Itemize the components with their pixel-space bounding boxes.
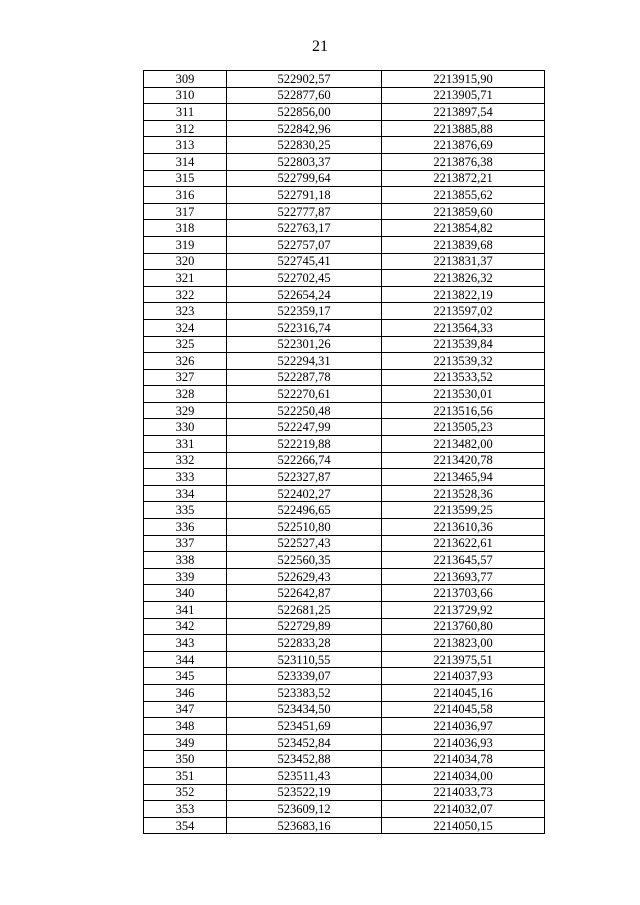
table-row (144, 701, 545, 718)
x-coordinate-cell: 522496,65 (227, 502, 382, 519)
x-coordinate-cell: 522877,60 (227, 87, 382, 104)
y-coordinate-cell: 2213516,56 (382, 402, 545, 419)
table-row (144, 585, 545, 602)
point-number-cell: 324 (144, 319, 227, 336)
point-number-cell: 316 (144, 187, 227, 204)
x-coordinate-cell: 522359,17 (227, 303, 382, 320)
y-coordinate-cell: 2213826,32 (382, 270, 545, 287)
point-number-cell: 325 (144, 336, 227, 353)
y-coordinate-cell: 2213915,90 (382, 71, 545, 88)
y-coordinate-cell: 2213539,84 (382, 336, 545, 353)
table-row (144, 436, 545, 453)
point-number-cell: 328 (144, 386, 227, 403)
x-coordinate-cell: 522301,26 (227, 336, 382, 353)
x-coordinate-cell: 522654,24 (227, 286, 382, 303)
y-coordinate-cell: 2213599,25 (382, 502, 545, 519)
y-coordinate-cell: 2213872,21 (382, 170, 545, 187)
point-number-cell: 346 (144, 684, 227, 701)
table-row (144, 784, 545, 801)
point-number-cell: 347 (144, 701, 227, 718)
point-number-cell: 348 (144, 718, 227, 735)
x-coordinate-cell: 522763,17 (227, 220, 382, 237)
point-number-cell: 311 (144, 104, 227, 121)
x-coordinate-cell: 523110,55 (227, 651, 382, 668)
y-coordinate-cell: 2213530,01 (382, 386, 545, 403)
x-coordinate-cell: 522757,07 (227, 236, 382, 253)
x-coordinate-cell: 523339,07 (227, 668, 382, 685)
point-number-cell: 351 (144, 767, 227, 784)
table-row (144, 153, 545, 170)
point-number-cell: 350 (144, 751, 227, 768)
table-row (144, 568, 545, 585)
x-coordinate-cell: 522799,64 (227, 170, 382, 187)
x-coordinate-cell: 522316,74 (227, 319, 382, 336)
point-number-cell: 334 (144, 485, 227, 502)
point-number-cell: 352 (144, 784, 227, 801)
table-row (144, 87, 545, 104)
point-number-cell: 338 (144, 552, 227, 569)
y-coordinate-cell: 2213528,36 (382, 485, 545, 502)
coordinates-table (143, 70, 545, 834)
table-row (144, 519, 545, 536)
table-row (144, 319, 545, 336)
table-row (144, 469, 545, 486)
table-row (144, 353, 545, 370)
y-coordinate-cell: 2213703,66 (382, 585, 545, 602)
point-number-cell: 333 (144, 469, 227, 486)
point-number-cell: 321 (144, 270, 227, 287)
point-number-cell: 336 (144, 519, 227, 536)
x-coordinate-cell: 523452,84 (227, 734, 382, 751)
point-number-cell: 335 (144, 502, 227, 519)
table-row (144, 402, 545, 419)
y-coordinate-cell: 2213839,68 (382, 236, 545, 253)
y-coordinate-cell: 2213482,00 (382, 436, 545, 453)
point-number-cell: 319 (144, 236, 227, 253)
table-row (144, 369, 545, 386)
x-coordinate-cell: 522745,41 (227, 253, 382, 270)
table-row (144, 535, 545, 552)
point-number-cell: 317 (144, 203, 227, 220)
point-number-cell: 330 (144, 419, 227, 436)
point-number-cell: 313 (144, 137, 227, 154)
point-number-cell: 310 (144, 87, 227, 104)
x-coordinate-cell: 522247,99 (227, 419, 382, 436)
table-row (144, 751, 545, 768)
point-number-cell: 309 (144, 71, 227, 88)
y-coordinate-cell: 2213822,19 (382, 286, 545, 303)
y-coordinate-cell: 2214034,00 (382, 767, 545, 784)
x-coordinate-cell: 522777,87 (227, 203, 382, 220)
point-number-cell: 322 (144, 286, 227, 303)
point-number-cell: 314 (144, 153, 227, 170)
table-row (144, 253, 545, 270)
x-coordinate-cell: 522830,25 (227, 137, 382, 154)
point-number-cell: 312 (144, 120, 227, 137)
table-row (144, 71, 545, 88)
table-row (144, 602, 545, 619)
y-coordinate-cell: 2214045,58 (382, 701, 545, 718)
table-row (144, 286, 545, 303)
y-coordinate-cell: 2213876,69 (382, 137, 545, 154)
y-coordinate-cell: 2213854,82 (382, 220, 545, 237)
y-coordinate-cell: 2213693,77 (382, 568, 545, 585)
y-coordinate-cell: 2213539,32 (382, 353, 545, 370)
table-row (144, 270, 545, 287)
point-number-cell: 329 (144, 402, 227, 419)
y-coordinate-cell: 2214033,73 (382, 784, 545, 801)
x-coordinate-cell: 523383,52 (227, 684, 382, 701)
table-row (144, 651, 545, 668)
point-number-cell: 327 (144, 369, 227, 386)
point-number-cell: 339 (144, 568, 227, 585)
x-coordinate-cell: 522856,00 (227, 104, 382, 121)
table-row (144, 187, 545, 204)
x-coordinate-cell: 522294,31 (227, 353, 382, 370)
x-coordinate-cell: 522791,18 (227, 187, 382, 204)
y-coordinate-cell: 2213420,78 (382, 452, 545, 469)
table-row (144, 137, 545, 154)
y-coordinate-cell: 2214036,97 (382, 718, 545, 735)
point-number-cell: 318 (144, 220, 227, 237)
table-row (144, 236, 545, 253)
y-coordinate-cell: 2214037,93 (382, 668, 545, 685)
y-coordinate-cell: 2213831,37 (382, 253, 545, 270)
x-coordinate-cell: 523609,12 (227, 801, 382, 818)
point-number-cell: 332 (144, 452, 227, 469)
table-row (144, 104, 545, 121)
coordinates-table-body (144, 71, 545, 834)
y-coordinate-cell: 2214045,16 (382, 684, 545, 701)
y-coordinate-cell: 2213465,94 (382, 469, 545, 486)
table-row (144, 170, 545, 187)
x-coordinate-cell: 522642,87 (227, 585, 382, 602)
point-number-cell: 340 (144, 585, 227, 602)
x-coordinate-cell: 522250,48 (227, 402, 382, 419)
table-row (144, 668, 545, 685)
table-row (144, 684, 545, 701)
table-row (144, 718, 545, 735)
x-coordinate-cell: 523522,19 (227, 784, 382, 801)
x-coordinate-cell: 522510,80 (227, 519, 382, 536)
table-row (144, 203, 545, 220)
y-coordinate-cell: 2213610,36 (382, 519, 545, 536)
x-coordinate-cell: 522803,37 (227, 153, 382, 170)
table-row (144, 635, 545, 652)
table-row (144, 767, 545, 784)
y-coordinate-cell: 2213729,92 (382, 602, 545, 619)
table-row (144, 817, 545, 834)
table-row (144, 452, 545, 469)
point-number-cell: 320 (144, 253, 227, 270)
x-coordinate-cell: 522681,25 (227, 602, 382, 619)
table-row (144, 419, 545, 436)
x-coordinate-cell: 523434,50 (227, 701, 382, 718)
x-coordinate-cell: 522560,35 (227, 552, 382, 569)
point-number-cell: 326 (144, 353, 227, 370)
y-coordinate-cell: 2213897,54 (382, 104, 545, 121)
y-coordinate-cell: 2213760,80 (382, 618, 545, 635)
y-coordinate-cell: 2213645,57 (382, 552, 545, 569)
table-row (144, 801, 545, 818)
y-coordinate-cell: 2213905,71 (382, 87, 545, 104)
x-coordinate-cell: 522629,43 (227, 568, 382, 585)
point-number-cell: 345 (144, 668, 227, 685)
point-number-cell: 344 (144, 651, 227, 668)
table-row (144, 485, 545, 502)
point-number-cell: 353 (144, 801, 227, 818)
x-coordinate-cell: 523452,88 (227, 751, 382, 768)
y-coordinate-cell: 2213885,88 (382, 120, 545, 137)
table-row (144, 220, 545, 237)
y-coordinate-cell: 2214050,15 (382, 817, 545, 834)
y-coordinate-cell: 2213564,33 (382, 319, 545, 336)
point-number-cell: 337 (144, 535, 227, 552)
point-number-cell: 349 (144, 734, 227, 751)
point-number-cell: 331 (144, 436, 227, 453)
table-row (144, 552, 545, 569)
y-coordinate-cell: 2213597,02 (382, 303, 545, 320)
y-coordinate-cell: 2214034,78 (382, 751, 545, 768)
point-number-cell: 343 (144, 635, 227, 652)
x-coordinate-cell: 522833,28 (227, 635, 382, 652)
x-coordinate-cell: 522327,87 (227, 469, 382, 486)
x-coordinate-cell: 522702,45 (227, 270, 382, 287)
y-coordinate-cell: 2214032,07 (382, 801, 545, 818)
table-row (144, 336, 545, 353)
x-coordinate-cell: 522402,27 (227, 485, 382, 502)
x-coordinate-cell: 522902,57 (227, 71, 382, 88)
table-row (144, 120, 545, 137)
x-coordinate-cell: 522266,74 (227, 452, 382, 469)
y-coordinate-cell: 2213823,00 (382, 635, 545, 652)
x-coordinate-cell: 523511,43 (227, 767, 382, 784)
point-number-cell: 342 (144, 618, 227, 635)
table-row (144, 734, 545, 751)
table-row (144, 386, 545, 403)
table-row (144, 303, 545, 320)
x-coordinate-cell: 522219,88 (227, 436, 382, 453)
point-number-cell: 354 (144, 817, 227, 834)
point-number-cell: 315 (144, 170, 227, 187)
point-number-cell: 323 (144, 303, 227, 320)
y-coordinate-cell: 2213622,61 (382, 535, 545, 552)
point-number-cell: 341 (144, 602, 227, 619)
x-coordinate-cell: 522842,96 (227, 120, 382, 137)
table-row (144, 502, 545, 519)
x-coordinate-cell: 522270,61 (227, 386, 382, 403)
y-coordinate-cell: 2213855,62 (382, 187, 545, 204)
x-coordinate-cell: 522287,78 (227, 369, 382, 386)
y-coordinate-cell: 2213859,60 (382, 203, 545, 220)
y-coordinate-cell: 2213975,51 (382, 651, 545, 668)
x-coordinate-cell: 522527,43 (227, 535, 382, 552)
table-row (144, 618, 545, 635)
x-coordinate-cell: 522729,89 (227, 618, 382, 635)
x-coordinate-cell: 523683,16 (227, 817, 382, 834)
y-coordinate-cell: 2213876,38 (382, 153, 545, 170)
y-coordinate-cell: 2213533,52 (382, 369, 545, 386)
y-coordinate-cell: 2214036,93 (382, 734, 545, 751)
x-coordinate-cell: 523451,69 (227, 718, 382, 735)
page-number: 21 (312, 38, 328, 55)
y-coordinate-cell: 2213505,23 (382, 419, 545, 436)
